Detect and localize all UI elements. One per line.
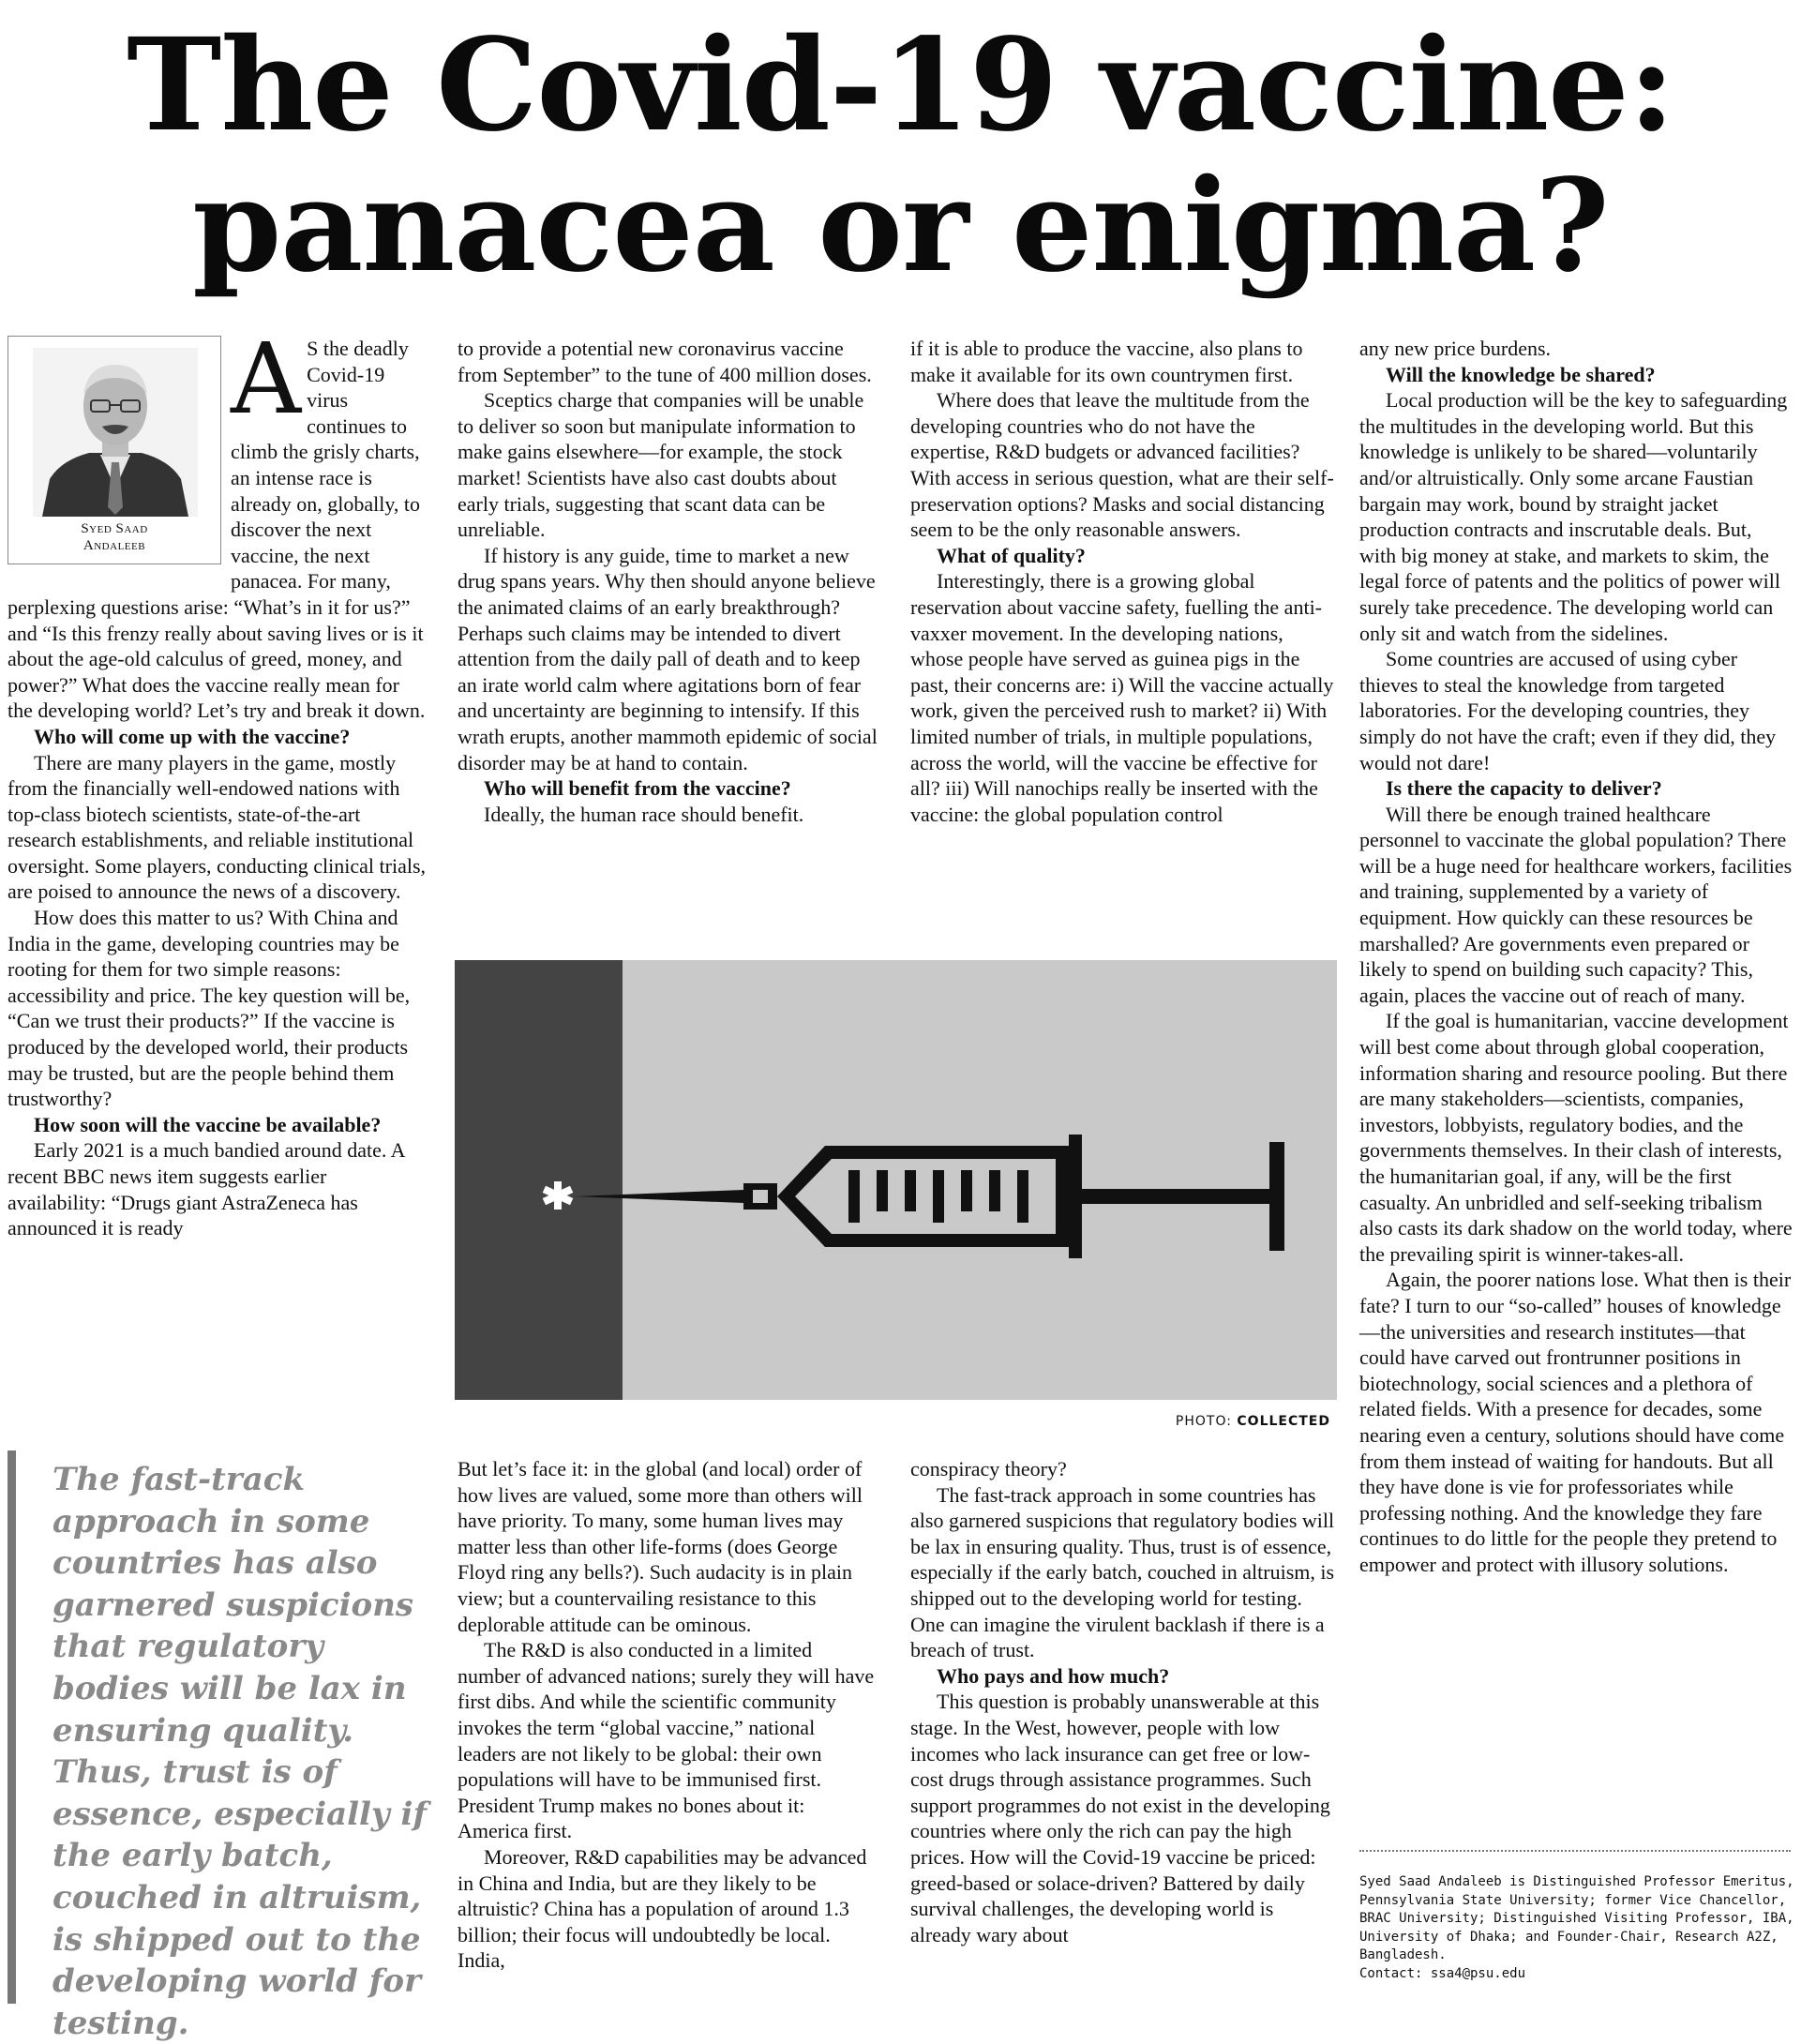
- paragraph: There are many players in the game, mostly from the financially well-endowed nations with top-class biotech scientists, state-of-the-art research establishments, and reliable institutional oversight. Some players, conducting clinical trials, are poised to announce the news of a discovery.: [8, 750, 427, 904]
- illustration-dark-panel: [455, 960, 623, 1400]
- paragraph: But let’s face it: in the global (and local) order of how lives are valued, some more than others will have priority. To many, some human lives may matter less than other life-forms (does George Floyd ring any bells?). Such audacity is in plain view; but a countervailing resistance to this deplorable attitude can be ominous.: [458, 1457, 863, 1636]
- article-column-2-top: [458, 336, 878, 827]
- headline-line-2: panacea or enigma?: [192, 151, 1609, 301]
- article-column-1: [8, 322, 428, 1241]
- paragraph: The fast-track approach in some countries has also garnered suspicions that regulatory bodies will be lax in ensuring quality. Thus, trust is of essence, especially if the early batch, couched in altruism, is shipped out to the developing world for testing. One can imagine the virulent backlash if there is a breach of trust.: [910, 1482, 1335, 1662]
- article-column-3-bottom: [910, 1456, 1338, 1947]
- paragraph: Again, the poorer nations lose. What then is their fate? I turn to our “so-called” houses of knowledge—the universities and research institutes—that could have carved out frontrunner positions in biotechnology, social sciences and a plethora of related fields. With a presence for decades, some nearing even a century, solutions should have come from them instead of waiting for handouts. But all they have done is vie for professoriates while professing nothing. And the knowledge they fare continues to do little for the people they pretend to empower and protect with illusory solutions.: [1359, 1268, 1792, 1576]
- headline-line-1: The Covid-19 vaccine:: [127, 10, 1674, 160]
- subheading: Who pays and how much?: [937, 1663, 1170, 1688]
- author-name-line-2: Andaleeb: [83, 538, 146, 553]
- subheading: Will the knowledge be shared?: [1386, 362, 1656, 386]
- paragraph: This question is probably unanswerable at this stage. In the West, however, people with low incomes who lack insurance can get free or low-cost drugs through assistance programmes. Such support programmes do not exist in the developing countries where only the rich can pay the high prices. How will the Covid-19 vaccine be priced: greed-based or solace-driven? Battered by daily survival challenges, the developing world is already wary about: [910, 1690, 1330, 1946]
- author-bio-text: Syed Saad Andaleeb is Distinguished Professor Emeritus, Pennsylvania State University; former Vice Chancellor, BRAC University; Distinguished Visiting Professor, IBA, University of Dhaka; and Founder-Chair, Research A2Z, Bangladesh.: [1359, 1874, 1794, 1962]
- pullquote: The fast-track approach in some countries has also garnered suspicions that regulatory bodies will be lax in ensuring quality. Thus, trust is of essence, especially if the early batch, couched in altruism, is shipped out to the developing world for testing.: [53, 1461, 428, 2042]
- author-bio: [1359, 1873, 1795, 1983]
- paragraph: If the goal is humanitarian, vaccine development will best come about through global cooperation, information sharing and resource pooling. But there are many stakeholders—scientists, companies, investors, lobbyists, regulatory bodies, and the governments themselves. In their clash of interests, the humanitarian goal, if any, will be the first casualty. An unbridled and self-seeking tribalism also casts its dark shadow on the world today, where the prevailing spirit is winner-takes-all.: [1359, 1009, 1793, 1266]
- author-contact: Contact: ssa4@psu.edu: [1359, 1965, 1526, 1981]
- photo-credit-source: COLLECTED: [1237, 1414, 1330, 1429]
- subheading: Is there the capacity to deliver?: [1386, 776, 1662, 801]
- paragraph: How does this matter to us? With China and India in the game, developing countries may be rooting for them for two simple reasons: accessibility and price. The key question will be, “Can we trust their products?” If the vaccine is produced by the developed world, their products may be trusted, but are the people behind them trustworthy?: [8, 906, 411, 1111]
- paragraph: any new price burdens.: [1359, 337, 1552, 360]
- paragraph: if it is able to produce the vaccine, also plans to make it available for its own countrymen first.: [910, 337, 1303, 386]
- paragraph: conspiracy theory?: [910, 1457, 1067, 1480]
- subheading: Who will benefit from the vaccine?: [484, 776, 791, 801]
- paragraph: Will there be enough trained healthcare personnel to vaccinate the global population? There will be a huge need for healthcare workers, facilities and training, supplemented by a variety of equipment. How quickly can these resources be marshalled? Are governments even prepared or likely to spend on building such capacity? This, again, places the vaccine out of reach of many.: [1359, 802, 1793, 1007]
- paragraph: Sceptics charge that companies will be unable to deliver so soon but manipulate information to make gains elsewhere—for example, the stock market! Scientists have also cast doubts about early trials, suggesting that scant data can be unreliable.: [458, 388, 864, 542]
- paragraph: The R&D is also conducted in a limited number of advanced nations; surely they will have first dibs. And while the scientific community invokes the term “global vaccine,” national leaders are not likely to be global: their own populations will have to be immunised first. President Trump makes no bones about it: America first.: [458, 1638, 875, 1843]
- author-name-line-1: Syed Saad: [81, 521, 148, 536]
- drop-cap: A: [231, 322, 302, 436]
- asterisk-icon: [548, 1185, 568, 1206]
- paragraph: Ideally, the human race should benefit.: [484, 802, 804, 826]
- author-photo: [33, 348, 198, 517]
- author-box: [8, 336, 221, 564]
- paragraph: Early 2021 is a much bandied around date. A recent BBC news item suggests earlier availability: “Drugs giant AstraZeneca has announced it is ready: [8, 1138, 405, 1240]
- article-column-2-bottom: [458, 1456, 878, 1974]
- article-column-4: [1359, 336, 1793, 1578]
- headline: [0, 10, 1801, 301]
- paragraph: Moreover, R&D capabilities may be advanced in China and India, but are they likely to be altruistic? China has a population of around 1.3 billion; their focus will undoubtedly be local. India,: [458, 1844, 867, 1973]
- paragraph: Some countries are accused of using cyber thieves to steal the knowledge from targeted laboratories. For the developing countries, they simply do not have the craft; even if they did, they would not dare!: [1359, 647, 1777, 774]
- paragraph: to provide a potential new coronavirus vaccine from September” to the tune of 400 million doses.: [458, 337, 872, 386]
- syringe-illustration: [455, 960, 1337, 1400]
- paragraph: If history is any guide, time to market a new drug spans years. Why then should anyone believe the animated claims of an early breakthrough? Perhaps such claims may be intended to divert attention from the daily pall of death and to keep an irate world calm where agitations born of fear and uncertainty are beginning to intensify. If this wrath erupts, another mammoth epidemic of social disorder may be at hand to contain.: [458, 543, 878, 774]
- subheading: How soon will the vaccine be available?: [34, 1112, 382, 1136]
- bio-divider: [1359, 1850, 1791, 1852]
- paragraph: Local production will be the key to safeguarding the multitudes in the developing world. But this knowledge is unlikely to be shared—voluntarily and/or altruistically. Only some arcane Faustian bargain may work, bound by straight jacket production contracts and inscrutable deals. But, with big money at stake, and markets to skim, the legal force of patents and the politics of power will surely take precedence. The developing world can only sit and watch from the sidelines.: [1359, 388, 1788, 645]
- paragraph: Where does that leave the multitude from the developing countries who do not have the expertise, R&D budgets or advanced facilities? With access in serious question, what are their self-preservation options? Masks and social distancing seem to be the only reasonable answers.: [910, 388, 1334, 542]
- subheading: What of quality?: [937, 543, 1086, 567]
- paragraph: Interestingly, there is a growing global reservation about vaccine safety, fuelling the anti-vaxxer movement. In the developing nations, whose people have served as guinea pigs in the past, their concerns are: i) Will the vaccine actually work, given the perceived rush to market? ii) With limited number of trials, in multiple populations, across the world, will the vaccine be effective for all? iii) Will nanochips really be inserted with the vaccine: the global population control: [910, 569, 1334, 826]
- paragraph: S the deadly Covid-19 virus continues to climb the grisly charts, an intense race is already on, globally, to discover the next vaccine, the next panacea. For many, perplexing questions arise: “What’s in it for us?” and “Is this frenzy really about saving lives or is it about the age-old calculus of greed, money, and power?” What does the vaccine really mean for the developing world? Let’s try and break it down.: [8, 337, 426, 723]
- article-column-3-top: [910, 336, 1338, 827]
- photo-credit: [1176, 1414, 1330, 1429]
- photo-credit-label: PHOTO:: [1175, 1414, 1238, 1429]
- subheading: Who will come up with the vaccine?: [34, 724, 351, 748]
- author-name: [8, 520, 220, 554]
- pullquote-bar: [8, 1450, 16, 2004]
